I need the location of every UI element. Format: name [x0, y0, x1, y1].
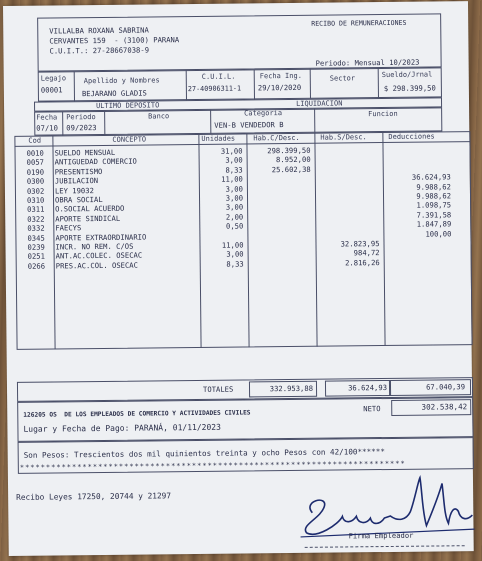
- cell-concepto: LEY 19032: [54, 185, 94, 196]
- cell-unidades: 0,50: [225, 221, 244, 231]
- totals-hab-s: 36.624,93: [348, 382, 388, 393]
- cell-hab-c: 298.399,50: [267, 145, 311, 156]
- cell-ded: 9.988,62: [416, 191, 452, 201]
- cell-cod: 0239: [27, 242, 45, 252]
- col-cod: Cod: [28, 136, 42, 145]
- sueldo-value: $ 298.399,50: [383, 83, 436, 94]
- totals-ded: 67.040,39: [426, 382, 466, 392]
- legajo-value: 00001: [40, 85, 63, 95]
- document-title: RECIBO DE REMUNERACIONES: [311, 18, 407, 28]
- employer-address: CERVANTES 159 - (3100) PARANA: [49, 35, 180, 46]
- employee-name: BEJARANO GLADIS: [81, 88, 147, 99]
- ingreso-value: 29/10/2020: [257, 82, 302, 93]
- cell-concepto: O.SOCIAL ACUERDO: [55, 204, 125, 214]
- col-deducciones: Deducciones: [388, 132, 435, 141]
- cell-hab-c: 8.952,00: [275, 155, 311, 165]
- cell-cod: 0310: [26, 195, 45, 205]
- col-hab-s: Hab.S/Desc.: [320, 133, 367, 142]
- cell-unidades: 11,00: [221, 240, 244, 250]
- cell-cod: 0345: [27, 233, 45, 243]
- cell-hab-s: 984,72: [353, 248, 380, 258]
- cell-unidades: 3,00: [226, 249, 244, 260]
- cell-unidades: 3,00: [225, 184, 243, 194]
- cell-concepto: OBRA SOCIAL: [54, 194, 103, 205]
- cell-ded: 1.098,75: [416, 200, 452, 211]
- cell-cod: 0322: [27, 214, 45, 224]
- funcion-label: Funcion: [368, 109, 398, 119]
- cell-cod: 0266: [27, 261, 46, 271]
- legajo-label: Legajo: [40, 74, 67, 83]
- cell-unidades: 3,00: [225, 155, 243, 166]
- cell-hab-s: 32.823,95: [340, 239, 380, 249]
- totals-hab-c: 332.953,88: [269, 383, 314, 394]
- pay-receipt: [3, 1, 474, 556]
- categoria-label: Categoria: [244, 109, 283, 118]
- employer-name: VILLALBA ROXANA SABRINA: [49, 25, 149, 36]
- cell-unidades: 8,33: [226, 259, 244, 269]
- cell-hab-c: 25.602,38: [271, 164, 311, 174]
- cell-cod: 0190: [26, 167, 45, 177]
- col-unidades: Unidades: [201, 134, 236, 143]
- cell-hab-s: 2.816,26: [345, 257, 380, 268]
- cell-cod: 0332: [27, 223, 45, 233]
- cell-concepto: ANTIGUEDAD COMERCIO: [54, 156, 137, 167]
- ingreso-label: Fecha Ing.: [259, 71, 302, 81]
- sueldo-label: Sueldo/Jrnal: [381, 70, 433, 80]
- cuil-value: 27-40906311-1: [187, 84, 242, 94]
- cell-unidades: 31,00: [220, 146, 243, 156]
- totals-label: TOTALES: [202, 384, 234, 394]
- col-hab-c: Hab.C/Desc.: [253, 133, 300, 143]
- col-concepto: CONCEPTO: [112, 135, 147, 144]
- cell-ded: 36.624,93: [411, 172, 451, 182]
- cell-unidades: 3,00: [225, 193, 244, 203]
- cell-unidades: 3,00: [225, 202, 244, 213]
- cell-unidades: 8,33: [225, 165, 243, 175]
- signature-label: Firma Empleador: [348, 530, 414, 541]
- periodo-value: 09/2023: [66, 123, 97, 133]
- period-label: Periodo: Mensual 10/2023: [315, 57, 420, 68]
- legal-laws: Recibo Leyes 17250, 20744 y 21297: [16, 491, 172, 502]
- cell-concepto: JUBILACION: [54, 176, 99, 186]
- cell-cod: 0300: [26, 176, 45, 186]
- cell-concepto: APORTE EXTRAORDINARIO: [55, 232, 147, 243]
- cell-concepto: PRESENTISMO: [54, 166, 103, 177]
- neto-value: 302.538,42: [421, 402, 468, 412]
- sector-label: Sector: [329, 74, 356, 83]
- cell-unidades: 11,00: [221, 174, 243, 184]
- union-line: 126205 OS DE LOS EMPLEADOS DE COMERCIO Y ACTIVIDADES CIVILES: [23, 409, 251, 419]
- cell-concepto: FAECYS: [55, 223, 82, 233]
- cuil-label: C.U.I.L.: [201, 72, 236, 81]
- periodo-label: Periodo: [66, 113, 96, 122]
- neto-label: NETO: [363, 404, 381, 414]
- name-label: Apellido y Nombres: [83, 76, 160, 86]
- filler-stars: **************************************************************************: [19, 459, 406, 472]
- cell-cod: 0057: [26, 157, 45, 168]
- cell-cod: 0311: [27, 204, 45, 215]
- cell-ded: 1.847,89: [416, 219, 452, 229]
- cell-ded: 7.391,58: [416, 210, 452, 220]
- cell-concepto: APORTE SINDICAL: [55, 213, 121, 224]
- ultimo-deposito-label: ULTIMO DEPOSITO: [96, 101, 160, 111]
- liquidacion-label: LIQUIDACION: [295, 99, 343, 108]
- fecha-label: Fecha: [36, 113, 58, 122]
- cell-concepto: PRES.AC.COL. OSECAC: [55, 260, 138, 271]
- cell-cod: 0251: [27, 251, 45, 262]
- amount-in-words: Son Pesos: Trescientos dos mil quinientos treinta y ocho Pesos con 42/100******: [23, 447, 385, 460]
- cell-concepto: ANT.AC.COLEC. OSECAC: [55, 250, 143, 261]
- banco-label: Banco: [148, 112, 170, 121]
- cell-cod: 0010: [26, 148, 44, 158]
- categoria-value: VEN-B VENDEDOR B: [214, 120, 284, 130]
- cell-concepto: INCR. NO REM. C/OS: [55, 241, 134, 252]
- cell-cod: 0302: [26, 186, 45, 196]
- fecha-value: 07/10: [36, 123, 58, 133]
- cell-ded: 100,00: [425, 228, 452, 239]
- employer-cuit: C.U.I.T.: 27-28667038-9: [49, 45, 150, 56]
- payment-place-date: Lugar y Fecha de Pago: PARANÁ, 01/11/2023: [23, 422, 221, 434]
- cell-concepto: SUELDO MENSUAL: [54, 147, 116, 158]
- cell-unidades: 2,00: [225, 212, 244, 222]
- cell-ded: 9.988,62: [416, 181, 451, 192]
